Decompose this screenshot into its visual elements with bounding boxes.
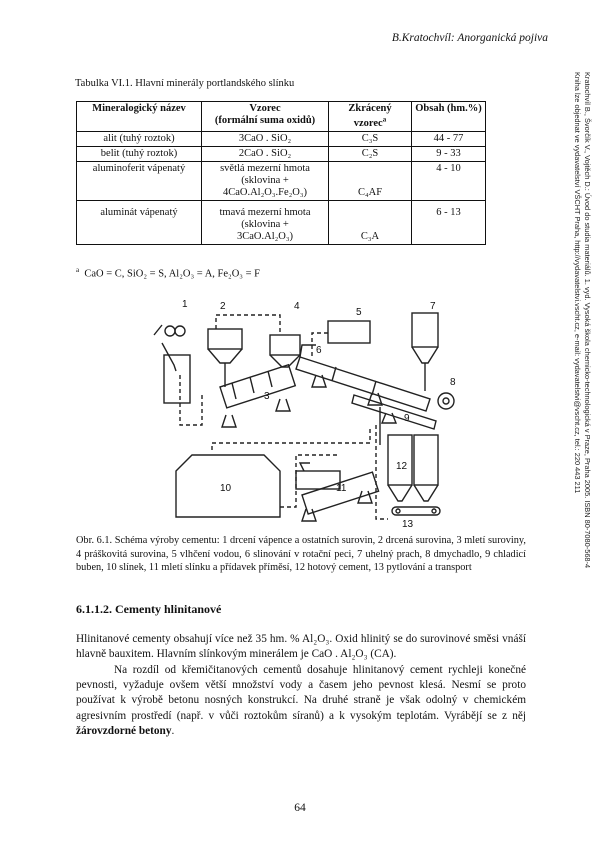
label-1: 1 (182, 299, 188, 310)
label-6: 6 (316, 345, 322, 356)
powder-hopper (270, 335, 300, 367)
blower (438, 393, 454, 409)
citation-line-1: Kratochvíl B., Švorčík V., Vojtěch D.: Úvod do studia materiálů. 1. vyd. Vysoká škola chemicko-technologická v Praze, Praha 2005. ISBN 80-7080-568-4 (583, 72, 592, 569)
table-row: aluminát vápenatý tmavá mezerní hmota (sklovina + 3CaO.Al₂O₃) C₃A 6 - 13 (77, 200, 486, 244)
bold-term: žárovzdorné betony (76, 724, 172, 737)
running-header: B.Kratochvíl: Anorganická pojiva (391, 32, 548, 44)
paragraph-1: Hlinitanové cementy obsahují více než 35 hm. % Al₂O₃. Oxid hlinitý se do surovinové směsi vnáší hlavně bauxitem. Hlavním slínkovým minerálem je CaO . Al₂O₃ (CA). (76, 633, 526, 661)
col-header-content: Obsah (hm.%) (412, 102, 486, 132)
label-3: 3 (264, 391, 270, 402)
cement-production-diagram (140, 295, 470, 527)
paragraph-2: Na rozdíl od křemičitanových cementů dosahuje hlinitanový cement rychleji konečné pevnosti, vyžaduje ovšem větší množství vody a časem jeho pevnost klesá. Nesmí se proto používat k výrobě betonu nosných konstrukcí. Na druhé straně je však odolný v chemickém agresivním prostředí (např. v vůči roztokům síranů) a k vysokým teplotám. Vyrábějí se z něj žárovzdorné betony. (76, 664, 526, 737)
label-8: 8 (450, 377, 456, 388)
label-13: 13 (402, 519, 414, 527)
table-footnote: $^a$ CaO = C, SiO₂ = S, Al₂O₃ = A, Fe₂O₃ = F (76, 266, 260, 280)
table-row: belit (tuhý roztok) 2CaO . SiO₂ C₂S 9 - 33 (77, 146, 486, 161)
label-2: 2 (220, 301, 226, 312)
water-tank (328, 321, 370, 343)
section-heading: 6.1.1.2. Cementy hlinitanové (76, 602, 222, 616)
label-12: 12 (396, 461, 408, 472)
label-9: 9 (404, 413, 410, 424)
label-4: 4 (294, 301, 300, 312)
coal-dust-silo (412, 313, 438, 391)
label-5: 5 (356, 307, 362, 318)
citation-line-2: Kniha lze objednat ve vydavatelství VŠCHT Praha, http://vydavatelstvi.vscht.cz, e-mail: vydavatelstvi@vscht.cz, tel.: 220 443 211 (573, 72, 582, 494)
table-row: alit (tuhý roztok) 3CaO . SiO₂ C₃S 44 - 77 (77, 131, 486, 146)
citation-sidebar (552, 72, 600, 632)
figure-caption: Obr. 6.1. Schéma výroby cementu: 1 drcení vápence a ostatních surovin, 2 drcená surovina, 3 mletí suroviny, 4 práškovitá surovina, 5 vlhčení vodou, 6 slinování v rotační peci, 7 uhelný prach, 8 dmychadlo, 9 chladicí buben, 10 slínek, 11 mletí slínku a přídavek příměsí, 12 hotový cement, 13 pytlování a transport (76, 535, 526, 573)
crusher-unit (154, 325, 190, 403)
col-header-abbr: Zkrácený vzorec$^a$ (329, 102, 412, 132)
minerals-table (76, 101, 486, 245)
packing-conveyor (392, 507, 440, 515)
table-caption: Tabulka VI.1. Hlavní minerály portlandského slínku (75, 78, 295, 89)
page-number: 64 (294, 802, 306, 814)
label-7: 7 (430, 301, 436, 312)
label-11: 11 (336, 483, 347, 494)
raw-material-hopper (208, 329, 242, 387)
table-row: aluminoferit vápenatý světlá mezerní hmota (sklovina + 4CaO.Al₂O₃.Fe₂O₃) C₄AF 4 - 10 (77, 161, 486, 200)
col-header-formula: Vzorec (formální suma oxidů) (202, 102, 329, 132)
col-header-name: Mineralogický název (77, 102, 202, 132)
table-header-row (77, 102, 486, 132)
raw-mill (220, 365, 295, 427)
label-10: 10 (220, 483, 232, 494)
